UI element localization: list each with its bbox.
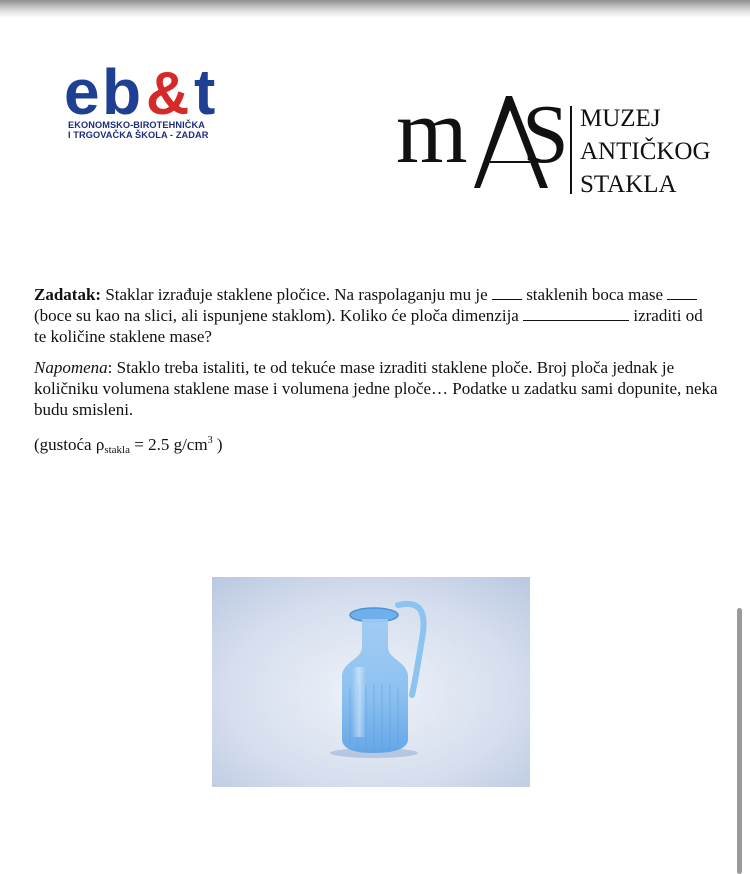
logo-letter-s: S	[522, 96, 569, 181]
density-suffix: )	[212, 435, 223, 454]
museum-name-line1: MUZEJ	[580, 105, 661, 132]
density-symbol: ρ	[95, 435, 105, 454]
task-paragraph	[34, 284, 718, 347]
task-label: Zadatak:	[34, 285, 102, 304]
museum-name-line3: STAKLA	[580, 171, 677, 198]
note-paragraph	[34, 357, 718, 420]
scrollbar[interactable]	[737, 608, 742, 874]
density-subscript: stakla	[104, 444, 130, 456]
task-text-2: staklenih boca mase	[521, 285, 668, 304]
blank-bottle-count	[492, 285, 522, 300]
glass-jug-image	[212, 577, 530, 787]
museum-logo	[394, 96, 724, 206]
blank-bottle-mass	[667, 285, 697, 300]
density-value: = 2.5 g/cm	[130, 435, 208, 454]
school-logo-mark	[62, 64, 252, 120]
task-text-4: izraditi od te količine staklene mase?	[34, 306, 703, 346]
logo-letter-b: b	[102, 64, 142, 120]
logo-letter-t: t	[194, 64, 216, 120]
note-label: Napomena	[34, 358, 108, 377]
top-shadow	[0, 0, 750, 18]
task-text-3: (boce su kao na slici, ali ispunjene staklom). Koliko će ploča dimenzija	[34, 306, 524, 325]
document-body	[34, 284, 718, 471]
school-name	[68, 120, 208, 140]
glass-jug-photo	[212, 577, 530, 787]
school-name-line1: EKONOMSKO-BIROTEHNIČKA	[68, 120, 205, 130]
jug-shine	[352, 667, 366, 737]
logo-letter-e: e	[64, 64, 100, 120]
school-name-line2: I TRGOVAČKA ŠKOLA - ZADAR	[68, 130, 209, 140]
note-text: : Staklo treba istaliti, te od tekuće mase izraditi staklene ploče. Broj ploča jednak je količniku volumena staklene mase i volumena jedne ploče… Podatke u zadatku sami dopunite, neka budu smisleni.	[34, 358, 718, 419]
logo-letter-m: m	[396, 96, 468, 182]
density-prefix: (gustoća	[34, 435, 96, 454]
blank-plate-dimensions	[523, 306, 629, 321]
school-logo	[62, 64, 252, 144]
density-superscript: 3	[207, 435, 213, 446]
density-paragraph	[34, 430, 718, 461]
task-text-1: Staklar izrađuje staklene pločice. Na raspolaganju mu je	[101, 285, 492, 304]
museum-logo-mark	[394, 96, 724, 206]
museum-name-line2: ANTIČKOG	[580, 138, 711, 165]
logo-ampersand: &	[146, 64, 190, 120]
